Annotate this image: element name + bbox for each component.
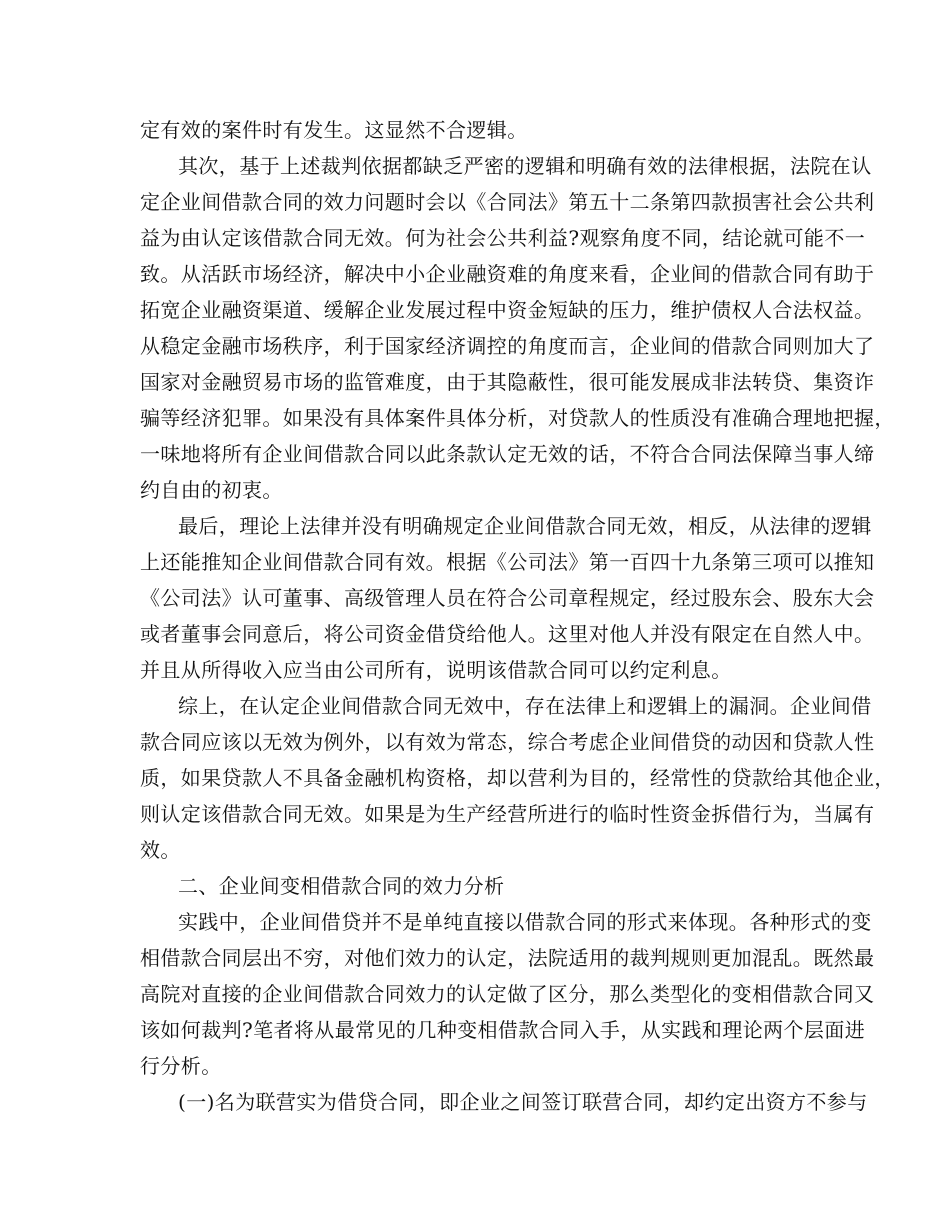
paragraph-line: 行分析。 — [140, 1054, 222, 1078]
paragraph-line: 其次，基于上述裁判依据都缺乏严密的逻辑和明确有效的法律根据，法院在认 — [178, 154, 872, 178]
paragraph-line: 国家对金融贸易市场的监管难度，由于其隐蔽性，很可能发展成非法转贷、集资诈 — [140, 370, 875, 394]
paragraph-line: 质，如果贷款人不具备金融机构资格，却以营利为目的，经常性的贷款给其他企业， — [140, 766, 895, 790]
paragraph-line: 益为由认定该借款合同无效。何为社会公共利益?观察角度不同，结论就可能不一 — [140, 226, 866, 250]
paragraph-line: 则认定该借款合同无效。如果是为生产经营所进行的临时性资金拆借行为，当属有 — [140, 802, 875, 826]
paragraph-line: 效。 — [140, 838, 181, 862]
paragraph-line: 该如何裁判?笔者将从最常见的几种变相借款合同入手，从实践和理论两个层面进 — [140, 1018, 866, 1042]
paragraph-line: 《公司法》认可董事、高级管理人员在符合公司章程规定，经过股东会、股东大会 — [140, 586, 875, 610]
paragraph-line: 款合同应该以无效为例外，以有效为常态，综合考虑企业间借贷的动因和贷款人性 — [140, 730, 875, 754]
paragraph-line: 骗等经济犯罪。如果没有具体案件具体分析，对贷款人的性质没有准确合理地把握， — [140, 406, 895, 430]
paragraph-line: 上还能推知企业间借款合同有效。根据《公司法》第一百四十九条第三项可以推知 — [140, 550, 875, 574]
paragraph-line: 约自由的初衷。 — [140, 478, 283, 502]
paragraph-line: 高院对直接的企业间借款合同效力的认定做了区分，那么类型化的变相借款合同又 — [140, 982, 875, 1006]
paragraph-line: 或者董事会同意后，将公司资金借贷给他人。这里对他人并没有限定在自然人中。 — [140, 622, 875, 646]
paragraph-line: 拓宽企业融资渠道、缓解企业发展过程中资金短缺的压力，维护债权人合法权益。 — [140, 298, 875, 322]
paragraph-line: 定有效的案件时有发生。这显然不合逻辑。 — [140, 118, 528, 142]
paragraph-line: 实践中，企业间借贷并不是单纯直接以借款合同的形式来体现。各种形式的变 — [178, 910, 872, 934]
paragraph-line: (一)名为联营实为借贷合同，即企业之间签订联营合同，却约定出资方不参与 — [178, 1090, 868, 1114]
paragraph-line: 致。从活跃市场经济，解决中小企业融资难的角度来看，企业间的借款合同有助于 — [140, 262, 875, 286]
paragraph-line: 并且从所得收入应当由公司所有，说明该借款合同可以约定利息。 — [140, 658, 732, 682]
paragraph-line: 从稳定金融市场秩序，利于国家经济调控的角度而言，企业间的借款合同则加大了 — [140, 334, 875, 358]
paragraph-line: 相借款合同层出不穷，对他们效力的认定，法院适用的裁判规则更加混乱。既然最 — [140, 946, 875, 970]
paragraph-line: 定企业间借款合同的效力问题时会以《合同法》第五十二条第四款损害社会公共利 — [140, 190, 875, 214]
section-heading: 二、企业间变相借款合同的效力分析 — [178, 874, 505, 898]
paragraph-line: 综上，在认定企业间借款合同无效中，存在法律上和逻辑上的漏洞。企业间借 — [178, 694, 872, 718]
paragraph-line: 一味地将所有企业间借款合同以此条款认定无效的话，不符合合同法保障当事人缔 — [140, 442, 875, 466]
paragraph-line: 最后，理论上法律并没有明确规定企业间借款合同无效，相反，从法律的逻辑 — [178, 514, 872, 538]
